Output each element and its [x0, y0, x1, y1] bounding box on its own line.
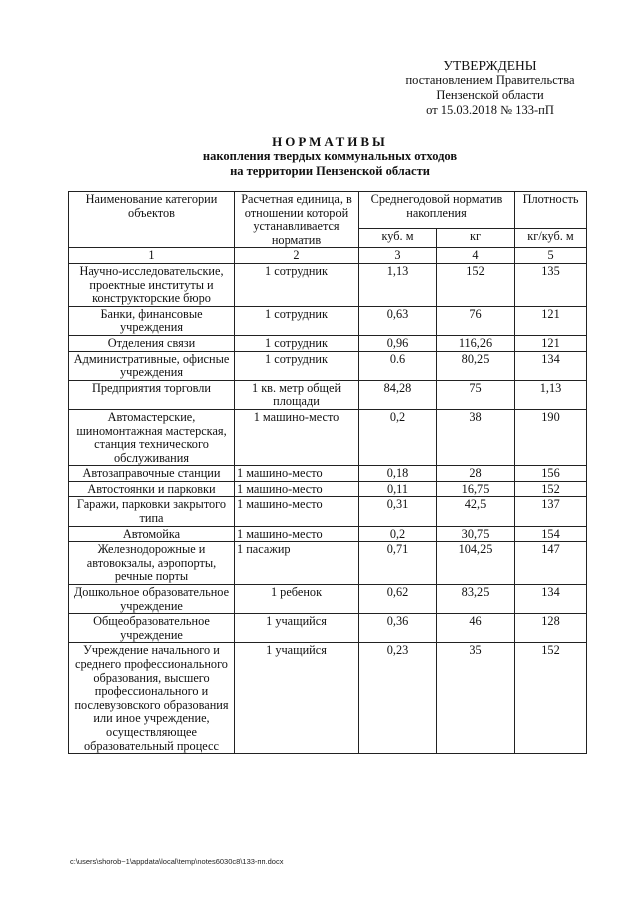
file-path-footer: c:\users\shorob~1\appdata\local\temp\notes6030c8\133-пп.docx [70, 857, 284, 866]
document-subtitle-2: на территории Пензенской области [230, 164, 430, 178]
calc-unit-cell: 1 машино-место [235, 497, 359, 526]
calc-unit-cell: 1 машино-место [235, 466, 359, 482]
calc-unit-cell: 1 машино-место [235, 526, 359, 542]
calc-unit-cell: 1 учащийся [235, 614, 359, 643]
column-number: 2 [235, 248, 359, 264]
volume-norm-cell: 0,18 [359, 466, 437, 482]
table-row [69, 542, 587, 585]
mass-norm-cell: 83,25 [437, 585, 515, 614]
category-name-cell: Банки, финансовые учреждения [69, 306, 235, 335]
category-name-cell: Предприятия торговли [69, 380, 235, 409]
category-name-cell: Железнодорожные и автовокзалы, аэропорты, речные порты [69, 542, 235, 585]
document-heading [70, 134, 590, 179]
category-name-cell: Автостоянки и парковки [69, 481, 235, 497]
density-cell: 156 [515, 466, 587, 482]
header-name: Наименование категории объектов [69, 192, 235, 248]
header-row [69, 192, 587, 229]
mass-norm-cell: 76 [437, 306, 515, 335]
density-cell: 1,13 [515, 380, 587, 409]
volume-norm-cell: 0,63 [359, 306, 437, 335]
volume-norm-cell: 0,96 [359, 335, 437, 351]
volume-norm-cell: 0.6 [359, 351, 437, 380]
category-name-cell: Автомойка [69, 526, 235, 542]
header-unit: Расчетная единица, в отношении которой устанавливается норматив [235, 192, 359, 248]
density-cell: 137 [515, 497, 587, 526]
volume-norm-cell: 0,71 [359, 542, 437, 585]
calc-unit-cell: 1 сотрудник [235, 263, 359, 306]
column-number: 3 [359, 248, 437, 264]
category-name-cell: Учреждение начального и среднего профессионального образования, высшего профессионального и послевузовского образования или иное учреждение, осуществляющее образовательный процесс [69, 643, 235, 754]
document-subtitle-1: накопления твердых коммунальных отходов [202, 149, 458, 163]
header-density-unit: кг/куб. м [515, 228, 587, 248]
density-cell: 147 [515, 542, 587, 585]
volume-norm-cell: 0,62 [359, 585, 437, 614]
calc-unit-cell: 1 ребенок [235, 585, 359, 614]
table-row [69, 335, 587, 351]
approval-line-2: Пензенской области [436, 88, 544, 102]
table-row [69, 585, 587, 614]
mass-norm-cell: 30,75 [437, 526, 515, 542]
column-number: 5 [515, 248, 587, 264]
calc-unit-cell: 1 машино-место [235, 481, 359, 497]
column-number: 4 [437, 248, 515, 264]
norms-table-body [69, 192, 587, 754]
table-row [69, 497, 587, 526]
density-cell: 128 [515, 614, 587, 643]
calc-unit-cell: 1 кв. метр общей площади [235, 380, 359, 409]
volume-norm-cell: 0,11 [359, 481, 437, 497]
mass-norm-cell: 35 [437, 643, 515, 754]
category-name-cell: Дошкольное образовательное учреждение [69, 585, 235, 614]
density-cell: 134 [515, 351, 587, 380]
category-name-cell: Общеобразовательное учреждение [69, 614, 235, 643]
table-row [69, 380, 587, 409]
mass-norm-cell: 42,5 [437, 497, 515, 526]
calc-unit-cell: 1 сотрудник [235, 351, 359, 380]
volume-norm-cell: 0,2 [359, 409, 437, 465]
approval-block [395, 58, 585, 118]
table-row [69, 466, 587, 482]
volume-norm-cell: 0,2 [359, 526, 437, 542]
calc-unit-cell: 1 учащийся [235, 643, 359, 754]
mass-norm-cell: 28 [437, 466, 515, 482]
table-row [69, 351, 587, 380]
density-cell: 152 [515, 643, 587, 754]
density-cell: 121 [515, 306, 587, 335]
density-cell: 135 [515, 263, 587, 306]
table-row [69, 526, 587, 542]
table-row [69, 643, 587, 754]
density-cell: 134 [515, 585, 587, 614]
table-row [69, 263, 587, 306]
header-density: Плотность [515, 192, 587, 229]
approval-line-1: постановлением Правительства [405, 73, 575, 87]
density-cell: 121 [515, 335, 587, 351]
header-m3: куб. м [359, 228, 437, 248]
mass-norm-cell: 80,25 [437, 351, 515, 380]
approval-title: УТВЕРЖДЕНЫ [443, 58, 537, 73]
category-name-cell: Автозаправочные станции [69, 466, 235, 482]
category-name-cell: Гаражи, парковки закрытого типа [69, 497, 235, 526]
approval-line-3: от 15.03.2018 № 133-пП [426, 103, 554, 117]
table-row [69, 409, 587, 465]
volume-norm-cell: 1,13 [359, 263, 437, 306]
volume-norm-cell: 0,23 [359, 643, 437, 754]
density-cell: 152 [515, 481, 587, 497]
mass-norm-cell: 104,25 [437, 542, 515, 585]
mass-norm-cell: 46 [437, 614, 515, 643]
mass-norm-cell: 116,26 [437, 335, 515, 351]
volume-norm-cell: 0,31 [359, 497, 437, 526]
mass-norm-cell: 38 [437, 409, 515, 465]
density-cell: 154 [515, 526, 587, 542]
mass-norm-cell: 152 [437, 263, 515, 306]
document-title: НОРМАТИВЫ [272, 134, 388, 149]
column-number-row [69, 248, 587, 264]
calc-unit-cell: 1 сотрудник [235, 335, 359, 351]
calc-unit-cell: 1 машино-место [235, 409, 359, 465]
category-name-cell: Автомастерские, шиномонтажная мастерская, станция технического обслуживания [69, 409, 235, 465]
column-number: 1 [69, 248, 235, 264]
volume-norm-cell: 0,36 [359, 614, 437, 643]
table-row [69, 481, 587, 497]
density-cell: 190 [515, 409, 587, 465]
mass-norm-cell: 16,75 [437, 481, 515, 497]
calc-unit-cell: 1 сотрудник [235, 306, 359, 335]
header-norm: Среднегодовой норматив накопления [359, 192, 515, 229]
header-kg: кг [437, 228, 515, 248]
table-row [69, 306, 587, 335]
volume-norm-cell: 84,28 [359, 380, 437, 409]
category-name-cell: Отделения связи [69, 335, 235, 351]
mass-norm-cell: 75 [437, 380, 515, 409]
category-name-cell: Научно-исследовательские, проектные институты и конструкторские бюро [69, 263, 235, 306]
table-row [69, 614, 587, 643]
calc-unit-cell: 1 пасажир [235, 542, 359, 585]
norms-table [68, 191, 587, 754]
category-name-cell: Административные, офисные учреждения [69, 351, 235, 380]
